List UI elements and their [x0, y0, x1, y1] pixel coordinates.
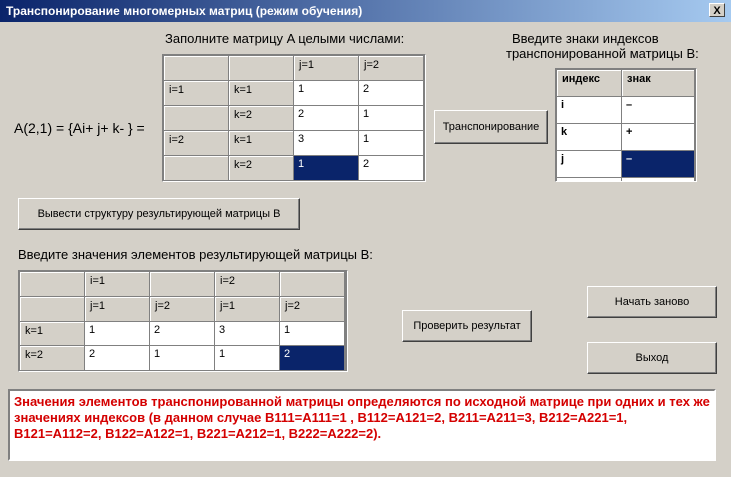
matrix-b-cell[interactable]: 1 — [280, 322, 344, 346]
matrix-a-cell[interactable]: 2 — [294, 106, 358, 130]
matrix-b-cell[interactable]: 2 — [85, 346, 149, 370]
matrix-a-k-header: k=2 — [229, 156, 293, 180]
info-text: Значения элементов транспонированной матрицы определяются по исходной матрице при одних и тех же значениях индексов (в данном случае B111=A111=1 , B112=A121=2, B211=A211=3, B212=A221=1, B121=A112=2, B122=A122=1, B221=A212=1, B222=A222=2). — [8, 389, 716, 461]
matrix-a-k-header: k=1 — [229, 81, 293, 105]
show-structure-button[interactable]: Вывести структуру результирующей матрицы B — [18, 198, 300, 230]
signs-header-index: индекс — [557, 70, 621, 96]
signs-index-cell: k — [557, 124, 621, 150]
matrix-a-col-header: j=2 — [359, 56, 423, 80]
signs-grid — [555, 68, 697, 182]
result-values-label: Введите значения элементов результирующей матрицы B: — [18, 247, 373, 262]
matrix-b-cell[interactable]: 2 — [150, 322, 214, 346]
matrix-b-top-header: i=1 — [85, 272, 149, 296]
matrix-a-i-header — [164, 106, 228, 130]
matrix-a-col-header: j=1 — [294, 56, 358, 80]
restart-button[interactable]: Начать заново — [587, 286, 717, 318]
matrix-a-cell-selected[interactable]: 1 — [294, 156, 358, 180]
matrix-a-cell[interactable]: 2 — [359, 81, 423, 105]
title-bar — [0, 0, 731, 22]
matrix-b-sub-header: j=2 — [150, 297, 214, 321]
matrix-a-i-header — [164, 156, 228, 180]
matrix-b-top-header — [150, 272, 214, 296]
matrix-b-top-header — [280, 272, 344, 296]
fill-matrix-label: Заполните матрицу A целыми числами: — [165, 31, 405, 46]
matrix-b-sub-header: j=1 — [215, 297, 279, 321]
matrix-b-cell[interactable]: 3 — [215, 322, 279, 346]
matrix-a-i-header: i=2 — [164, 131, 228, 155]
window-title: Транспонирование многомерных матриц (режим обучения) — [6, 4, 363, 18]
close-button[interactable]: X — [709, 3, 725, 17]
matrix-a-i-header: i=1 — [164, 81, 228, 105]
matrix-b-corner — [20, 297, 84, 321]
signs-sign-cell[interactable]: + — [622, 124, 694, 150]
matrix-b-sub-header: j=1 — [85, 297, 149, 321]
matrix-a-cell[interactable]: 3 — [294, 131, 358, 155]
matrix-b-cell[interactable]: 1 — [215, 346, 279, 370]
formula-label: A(2,1) = {Ai+ j+ k- } = — [14, 120, 145, 136]
matrix-a-cell[interactable]: 1 — [359, 131, 423, 155]
matrix-b-k-header: k=2 — [20, 346, 84, 370]
signs-index-cell: i — [557, 97, 621, 123]
matrix-b-top-header: i=2 — [215, 272, 279, 296]
exit-button[interactable]: Выход — [587, 342, 717, 374]
signs-header-sign: знак — [622, 70, 694, 96]
signs-sign-cell-selected[interactable]: – — [622, 151, 694, 177]
signs-empty-cell — [557, 178, 621, 182]
matrix-b-corner — [20, 272, 84, 296]
matrix-b-cell-selected[interactable]: 2 — [280, 346, 344, 370]
signs-empty-cell — [622, 178, 694, 182]
matrix-a-k-header: k=1 — [229, 131, 293, 155]
matrix-a-corner — [229, 56, 293, 80]
matrix-b-grid — [18, 270, 348, 372]
matrix-a-cell[interactable]: 1 — [359, 106, 423, 130]
transpose-button[interactable]: Транспонирование — [434, 110, 548, 144]
matrix-a-grid — [162, 54, 426, 182]
matrix-a-corner — [164, 56, 228, 80]
signs-label-line1: Введите знаки индексов — [512, 31, 659, 46]
matrix-b-k-header: k=1 — [20, 322, 84, 346]
matrix-a-k-header: k=2 — [229, 106, 293, 130]
matrix-b-cell[interactable]: 1 — [85, 322, 149, 346]
signs-sign-cell[interactable]: – — [622, 97, 694, 123]
check-result-button[interactable]: Проверить результат — [402, 310, 532, 342]
matrix-a-cell[interactable]: 1 — [294, 81, 358, 105]
matrix-b-cell[interactable]: 1 — [150, 346, 214, 370]
matrix-a-cell[interactable]: 2 — [359, 156, 423, 180]
signs-index-cell: j — [557, 151, 621, 177]
matrix-b-sub-header: j=2 — [280, 297, 344, 321]
signs-label-line2: транспонированной матрицы B: — [506, 46, 699, 61]
